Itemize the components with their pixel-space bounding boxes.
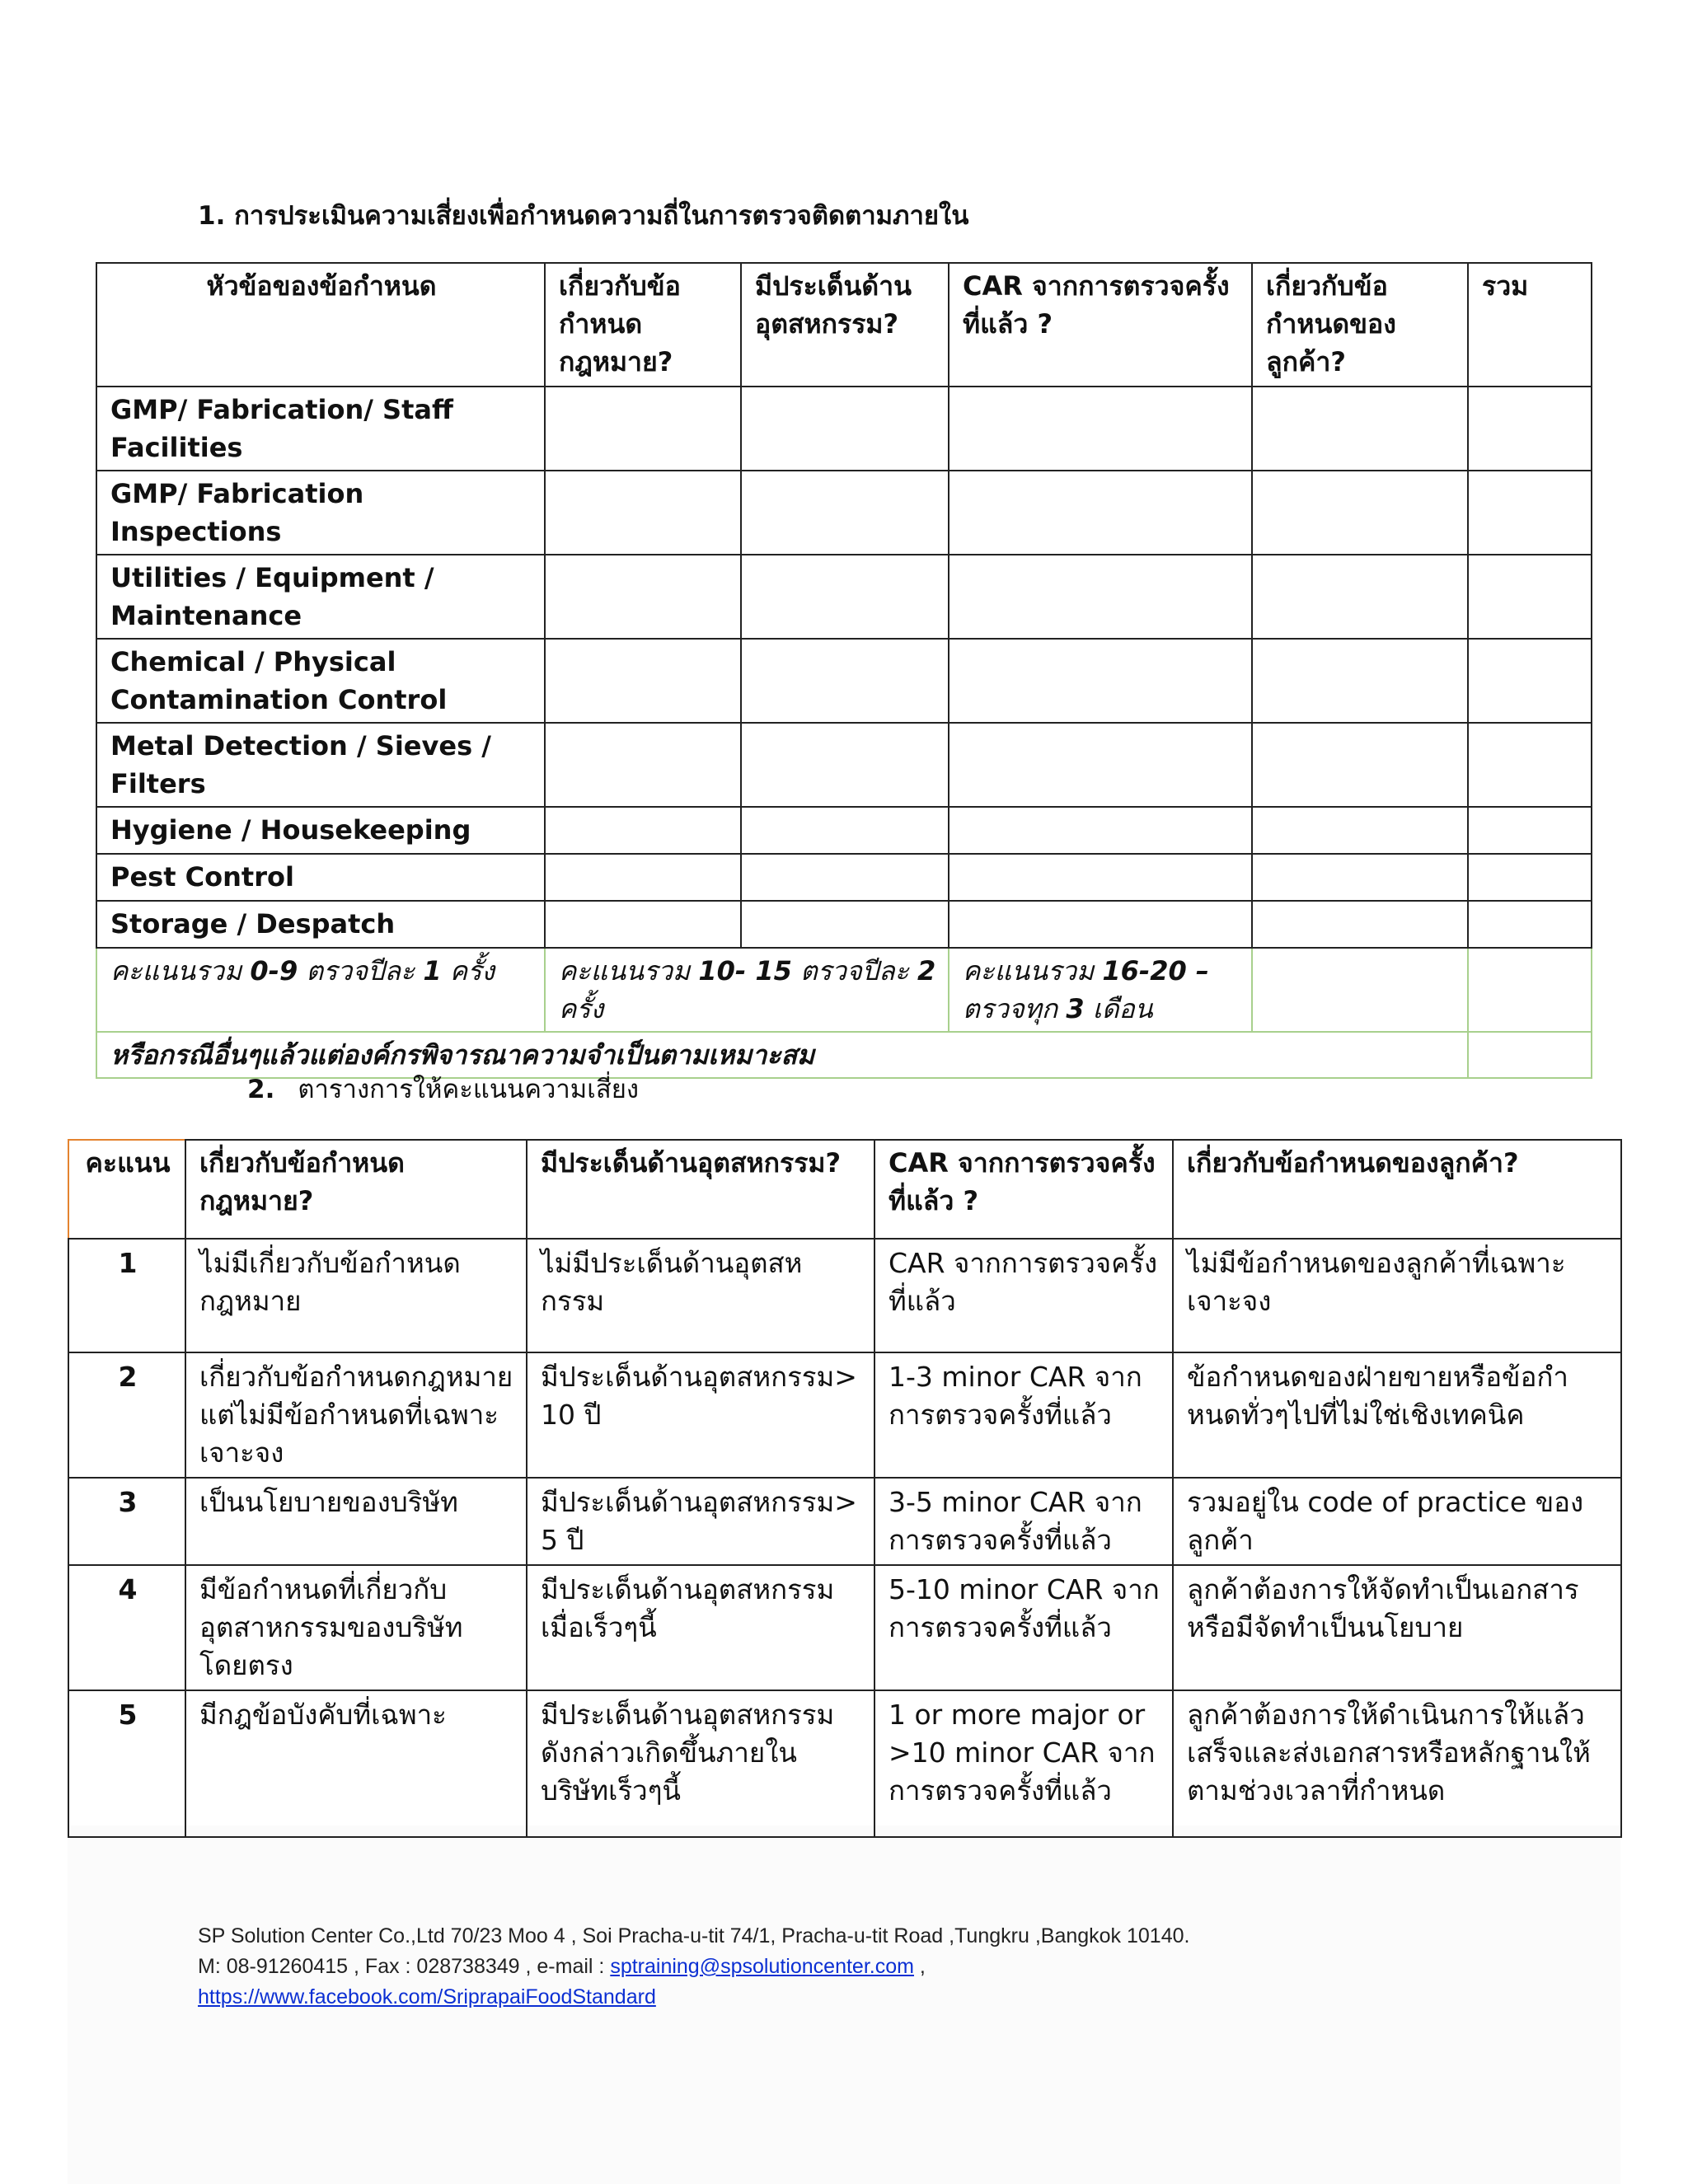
- header-car: CAR จากการตรวจครั้งที่แล้ว ?: [874, 1140, 1173, 1239]
- score-table-header-row: [68, 1140, 1621, 1239]
- topic-cell: Storage / Despatch: [96, 901, 545, 948]
- customer-cell: ลูกค้าต้องการให้ดำเนินการให้แล้วเสร็จและส่งเอกสารหรือหลักฐานให้ตามช่วงเวลาที่กำหนด: [1173, 1690, 1621, 1837]
- empty-cell[interactable]: [949, 471, 1252, 555]
- section2-title-text: ตารางการให้คะแนนความเสี่ยง: [298, 1075, 640, 1104]
- empty-cell[interactable]: [1468, 948, 1592, 1032]
- topic-cell: Utilities / Equipment / Maintenance: [96, 555, 545, 639]
- table-row: [96, 555, 1592, 639]
- table-row: [96, 639, 1592, 723]
- empty-cell[interactable]: [1468, 471, 1592, 555]
- score-cell: 3: [68, 1478, 185, 1565]
- score-cell: 2: [68, 1352, 185, 1478]
- score-range-3: คะแนนรวม 16-20 – ตรวจทุก 3 เดือน: [949, 948, 1252, 1032]
- topic-cell: Hygiene / Housekeeping: [96, 807, 545, 854]
- score-range-2: คะแนนรวม 10- 15 ตรวจปีละ 2 ครั้ง: [545, 948, 949, 1032]
- empty-cell[interactable]: [1468, 387, 1592, 471]
- car-cell: CAR จากการตรวจครั้งที่แล้ว: [874, 1239, 1173, 1352]
- table-row: [96, 471, 1592, 555]
- score-cell: 4: [68, 1565, 185, 1690]
- table-row: [96, 854, 1592, 901]
- car-cell: 5-10 minor CAR จากการตรวจครั้งที่แล้ว: [874, 1565, 1173, 1690]
- customer-cell: ข้อกำหนดของฝ่ายขายหรือข้อกำหนดทั่วๆไปที่ไม่ใช่เชิงเทคนิค: [1173, 1352, 1621, 1478]
- customer-cell: ไม่มีข้อกำหนดของลูกค้าที่เฉพาะเจาะจง: [1173, 1239, 1621, 1352]
- law-cell: ไม่มีเกี่ยวกับข้อกำหนดกฎหมาย: [185, 1239, 527, 1352]
- footer-contact: M: 08-91260415 , Fax : 028738349 , e-mail : sptraining@spsolutioncenter.com ,: [198, 1955, 926, 1978]
- table-row: [96, 723, 1592, 807]
- other-note-row: [96, 1032, 1592, 1078]
- empty-cell[interactable]: [949, 854, 1252, 901]
- score-range-1: คะแนนรวม 0-9 ตรวจปีละ 1 ครั้ง: [96, 948, 545, 1032]
- empty-cell[interactable]: [1252, 723, 1468, 807]
- empty-cell[interactable]: [741, 854, 949, 901]
- risk-scoring-table: [68, 1139, 1622, 1838]
- empty-cell[interactable]: [741, 807, 949, 854]
- empty-cell[interactable]: [949, 387, 1252, 471]
- empty-cell[interactable]: [741, 901, 949, 948]
- topic-cell: Metal Detection / Sieves / Filters: [96, 723, 545, 807]
- section2-number: 2.: [247, 1075, 275, 1104]
- industry-cell: มีประเด็นด้านอุตสหกรรมดังกล่าวเกิดขึ้นภายในบริษัทเร็วๆนี้: [527, 1690, 874, 1837]
- industry-cell: ไม่มีประเด็นด้านอุตสหกรรม: [527, 1239, 874, 1352]
- score-range-row: [96, 948, 1592, 1032]
- customer-cell: รวมอยู่ใน code of practice ของลูกค้า: [1173, 1478, 1621, 1565]
- car-cell: 1-3 minor CAR จากการตรวจครั้งที่แล้ว: [874, 1352, 1173, 1478]
- empty-cell[interactable]: [741, 723, 949, 807]
- risk-assessment-table: [96, 262, 1592, 1079]
- section2-title: [247, 1073, 639, 1106]
- header-customer: เกี่ยวกับข้อกำหนดของลูกค้า?: [1252, 263, 1468, 387]
- empty-cell[interactable]: [1252, 807, 1468, 854]
- header-score: คะแนน: [68, 1140, 185, 1239]
- empty-cell[interactable]: [545, 471, 741, 555]
- industry-cell: มีประเด็นด้านอุตสหกรรมเมื่อเร็วๆนี้: [527, 1565, 874, 1690]
- empty-cell[interactable]: [545, 387, 741, 471]
- empty-cell[interactable]: [949, 555, 1252, 639]
- empty-cell[interactable]: [1468, 854, 1592, 901]
- table-row: [68, 1239, 1621, 1352]
- empty-cell[interactable]: [949, 807, 1252, 854]
- header-law: เกี่ยวกับข้อกำหนดกฎหมาย?: [545, 263, 741, 387]
- empty-cell[interactable]: [545, 807, 741, 854]
- email-link[interactable]: sptraining@spsolutioncenter.com: [610, 1955, 914, 1978]
- car-cell: 1 or more major or >10 minor CAR จากการตรวจครั้งที่แล้ว: [874, 1690, 1173, 1837]
- header-industry: มีประเด็นด้านอุตสหกรรม?: [741, 263, 949, 387]
- score-cell: 5: [68, 1690, 185, 1837]
- empty-cell[interactable]: [1468, 639, 1592, 723]
- score-cell: 1: [68, 1239, 185, 1352]
- topic-cell: Pest Control: [96, 854, 545, 901]
- table-row: [96, 807, 1592, 854]
- empty-cell[interactable]: [545, 555, 741, 639]
- section1-title: 1. การประเมินความเสี่ยงเพื่อกำหนดความถี่ในการตรวจติดตามภายใน: [198, 201, 969, 231]
- empty-cell[interactable]: [1252, 854, 1468, 901]
- empty-cell[interactable]: [1468, 723, 1592, 807]
- empty-cell[interactable]: [741, 639, 949, 723]
- empty-cell[interactable]: [1252, 387, 1468, 471]
- customer-cell: ลูกค้าต้องการให้จัดทำเป็นเอกสารหรือมีจัดทำเป็นนโยบาย: [1173, 1565, 1621, 1690]
- empty-cell[interactable]: [1252, 471, 1468, 555]
- empty-cell[interactable]: [545, 639, 741, 723]
- law-cell: เกี่ยวกับข้อกำหนดกฎหมายแต่ไม่มีข้อกำหนดที่เฉพาะเจาะจง: [185, 1352, 527, 1478]
- empty-cell[interactable]: [545, 723, 741, 807]
- empty-cell[interactable]: [949, 901, 1252, 948]
- facebook-link[interactable]: https://www.facebook.com/SriprapaiFoodStandard: [198, 1985, 656, 2008]
- table-row: [68, 1690, 1621, 1837]
- header-customer: เกี่ยวกับข้อกำหนดของลูกค้า?: [1173, 1140, 1621, 1239]
- empty-cell[interactable]: [741, 471, 949, 555]
- empty-cell[interactable]: [741, 555, 949, 639]
- topic-cell: GMP/ Fabrication/ Staff Facilities: [96, 387, 545, 471]
- empty-cell[interactable]: [1252, 555, 1468, 639]
- footer-address: SP Solution Center Co.,Ltd 70/23 Moo 4 , Soi Pracha-u-tit 74/1, Pracha-u-tit Road ,Tungkru ,Bangkok 10140.: [198, 1924, 1190, 1947]
- empty-cell[interactable]: [949, 723, 1252, 807]
- empty-cell[interactable]: [1252, 901, 1468, 948]
- empty-cell[interactable]: [949, 639, 1252, 723]
- other-note: หรือกรณีอื่นๆแล้วแต่องค์กรพิจารณาความจำเป็นตามเหมาะสม: [96, 1032, 1468, 1078]
- topic-cell: GMP/ Fabrication Inspections: [96, 471, 545, 555]
- empty-cell[interactable]: [545, 854, 741, 901]
- empty-cell[interactable]: [1468, 1032, 1592, 1078]
- risk-table-header-row: [96, 263, 1592, 387]
- industry-cell: มีประเด็นด้านอุตสหกรรม> 10 ปี: [527, 1352, 874, 1478]
- empty-cell[interactable]: [1252, 948, 1468, 1032]
- empty-cell[interactable]: [1468, 555, 1592, 639]
- table-row: [96, 901, 1592, 948]
- law-cell: มีข้อกำหนดที่เกี่ยวกับอุตสาหกรรมของบริษัทโดยตรง: [185, 1565, 527, 1690]
- footer-facebook: [198, 1981, 656, 2013]
- table-row: [68, 1352, 1621, 1478]
- empty-cell[interactable]: [1468, 901, 1592, 948]
- table-row: [96, 387, 1592, 471]
- law-cell: เป็นนโยบายของบริษัท: [185, 1478, 527, 1565]
- empty-cell[interactable]: [1468, 807, 1592, 854]
- car-cell: 3-5 minor CAR จากการตรวจครั้งที่แล้ว: [874, 1478, 1173, 1565]
- header-car: CAR จากการตรวจครั้งที่แล้ว ?: [949, 263, 1252, 387]
- header-topic: หัวข้อของข้อกำหนด: [96, 263, 545, 387]
- table-row: [68, 1565, 1621, 1690]
- header-industry: มีประเด็นด้านอุตสหกรรม?: [527, 1140, 874, 1239]
- header-law: เกี่ยวกับข้อกำหนดกฎหมาย?: [185, 1140, 527, 1239]
- empty-cell[interactable]: [1252, 639, 1468, 723]
- empty-cell[interactable]: [545, 901, 741, 948]
- law-cell: มีกฎข้อบังคับที่เฉพาะ: [185, 1690, 527, 1837]
- header-total: รวม: [1468, 263, 1592, 387]
- topic-cell: Chemical / Physical Contamination Control: [96, 639, 545, 723]
- table-row: [68, 1478, 1621, 1565]
- industry-cell: มีประเด็นด้านอุตสหกรรม> 5 ปี: [527, 1478, 874, 1565]
- empty-cell[interactable]: [741, 387, 949, 471]
